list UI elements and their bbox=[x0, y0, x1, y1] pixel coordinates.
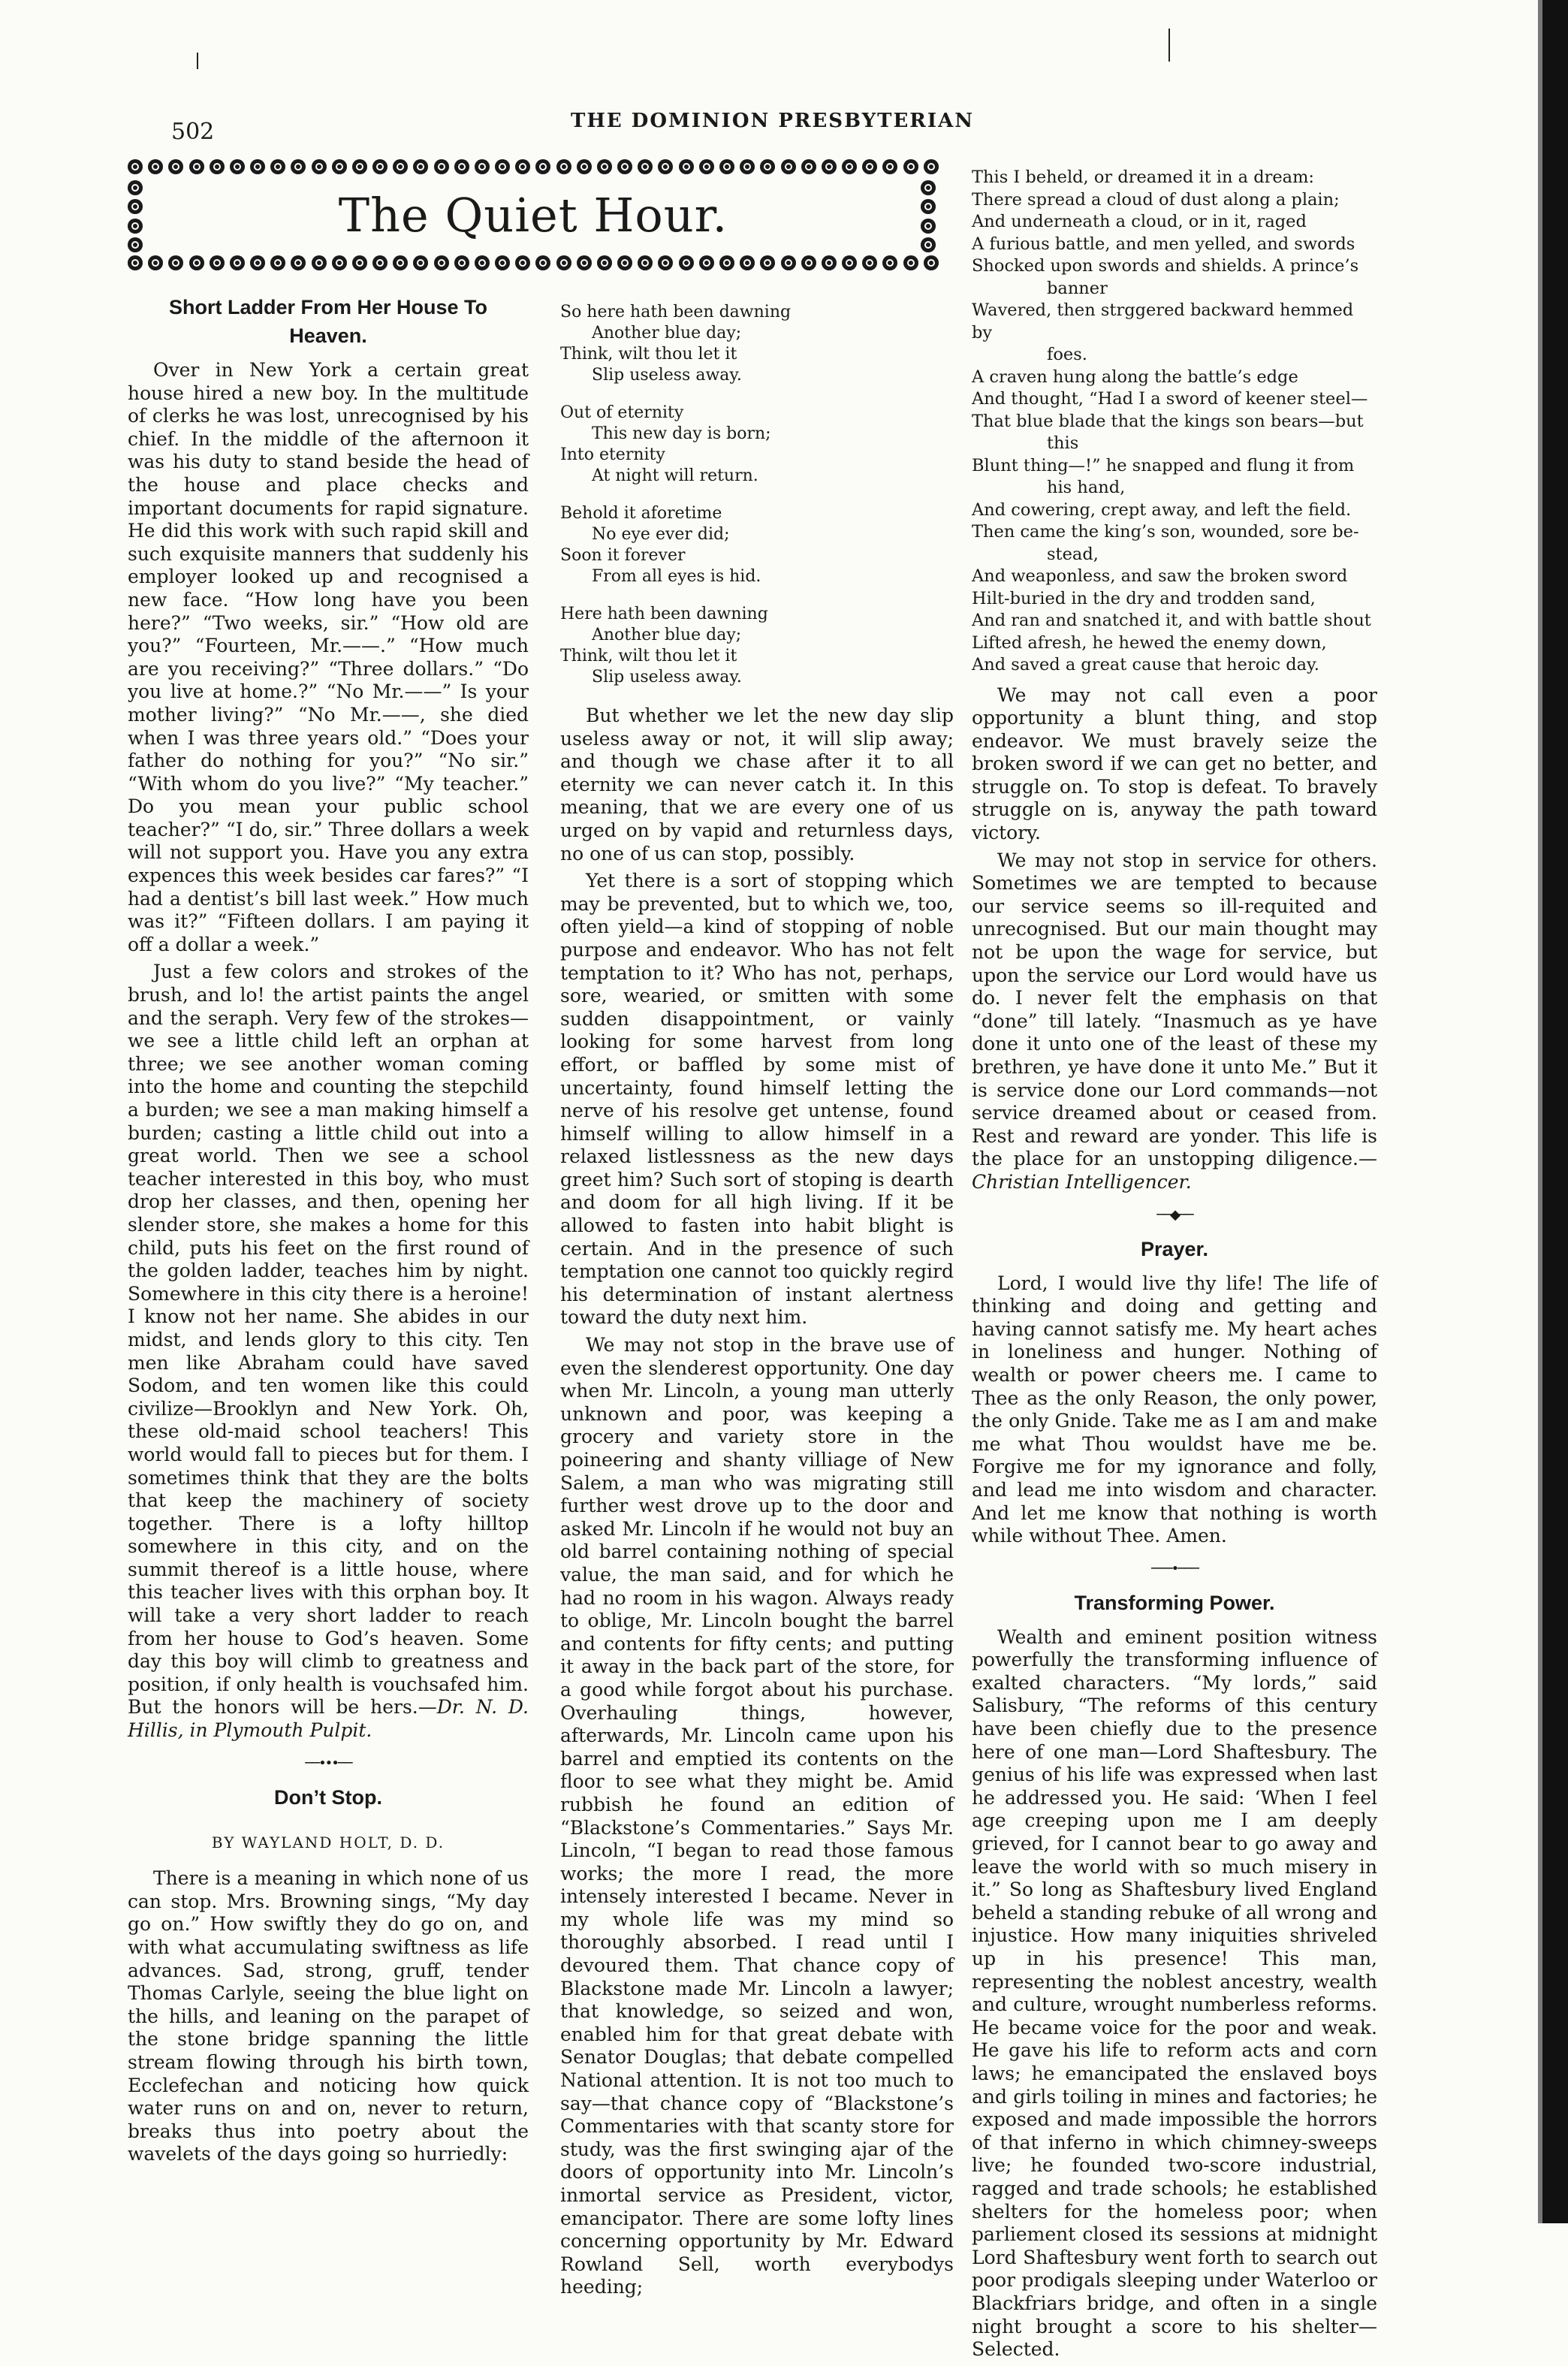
banner-title: The Quiet Hour. bbox=[338, 188, 728, 243]
border-ornament bbox=[352, 159, 367, 174]
border-ornament bbox=[250, 159, 265, 174]
border-ornament bbox=[230, 159, 245, 174]
border-ornament bbox=[148, 159, 163, 174]
border-ornament bbox=[189, 159, 204, 174]
paragraph: Yet there is a sort of stopping which may be prevented, but to which we, too, often yield—a kind of stopping of noble purpose and endeavor. Who has not felt temptation to it? Who has not, perhaps, sore, wearied, or smitten with some sudden disappointment, or vainly looking for some harvest from long effort, or baffled by some mist of uncertainty, found himself letting the nerve of his resolve get untense, found himself willing to allow himself in a relaxed listlessness as the new days greet him? Such sort of stoping is dearth and doom for all high living. If it be allowed to fasten into habit blight is certain. And in the presence of such temptation one cannot too quickly regird his determination of instant alertness toward the duty next him. bbox=[560, 870, 954, 1329]
border-ornament bbox=[250, 255, 265, 270]
border-ornament bbox=[535, 255, 550, 270]
column-1 bbox=[128, 290, 529, 2171]
poem-line: Slip useless away. bbox=[592, 668, 742, 687]
border-ornament bbox=[372, 255, 387, 270]
border-ornament bbox=[597, 159, 612, 174]
border-ornament bbox=[168, 255, 183, 270]
border-ornament bbox=[312, 159, 327, 174]
poem-line: Soon it forever bbox=[560, 546, 686, 565]
article-title: Short Ladder From Her House To Heaven. bbox=[168, 296, 488, 347]
border-ornament bbox=[210, 255, 225, 270]
border-ornament bbox=[822, 159, 837, 174]
border-ornament bbox=[454, 159, 469, 174]
poem-line: This I beheld, or dreamed it in a dream: bbox=[972, 167, 1315, 187]
border-ornament bbox=[781, 255, 796, 270]
poem-line: Wavered, then strggered backward hemmed by bbox=[972, 300, 1354, 343]
poem-line: Here hath been dawning bbox=[560, 605, 768, 623]
border-ornament bbox=[699, 255, 714, 270]
border-ornament bbox=[495, 159, 510, 174]
border-ornament bbox=[535, 159, 550, 174]
border-ornament bbox=[882, 159, 897, 174]
border-ornament bbox=[475, 255, 490, 270]
poem-line: Hilt-buried in the dry and trodden sand, bbox=[972, 588, 1316, 608]
poem bbox=[560, 302, 954, 688]
border-ornament bbox=[801, 255, 816, 270]
border-ornament bbox=[903, 255, 918, 270]
running-head: THE DOMINION PRESBYTERIAN bbox=[571, 110, 975, 132]
border-ornament bbox=[413, 255, 428, 270]
poem-line: foes. bbox=[1047, 345, 1087, 364]
border-ornament bbox=[617, 255, 632, 270]
poem bbox=[972, 167, 1377, 677]
poem-line: A furious battle, and men yelled, and swords bbox=[972, 234, 1355, 254]
border-ornament bbox=[617, 159, 632, 174]
poem-line: Into eternity bbox=[560, 445, 665, 464]
border-ornament bbox=[230, 255, 245, 270]
border-ornament bbox=[332, 255, 347, 270]
border-ornament bbox=[148, 255, 163, 270]
column-3 bbox=[972, 167, 1377, 2366]
border-ornament bbox=[577, 159, 592, 174]
poem-line: Out of eternity bbox=[560, 403, 684, 422]
border-ornament bbox=[679, 255, 694, 270]
border-ornament bbox=[699, 159, 714, 174]
column-2 bbox=[560, 302, 954, 2304]
paragraph: Wealth and eminent position witness powerfully the transforming influence of exalted characters. “My lords,” said Salisbury, “The reforms of this century have been chiefly due to the presence here of one man—Lord Shaftesbury. The genius of his life was expressed when last he addressed you. He said: ‘When I feel age creeping upon me I am deeply grieved, for I cannot bear to go away and leave the world with so much misery in it.” So long as Shaftesbury lived England beheld a standing rebuke of all wrong and injustice. How many iniquities shriveled up in his presence! This man, representing the noblest ancestry, wealth and culture, wrought numberless reforms. He became voice for the poor and weak. He gave his life to reform acts and corn laws; he emancipated the enslaved boys and girls toiling in mines and factories; he exposed and made impossible the horrors of that inferno in which chimney-sweeps live; he founded two-score industrial, ragged and trade schools; he established shelters for the homeless poor; when parliement closed its sessions at midnight Lord Shaftesbury went forth to search out poor prodigals sleeping under Waterloo or Blackfriars bridge, and often in a single night brought a score to his shelter—Selected. bbox=[972, 1625, 1377, 2361]
poem-line: And thought, “Had I a sword of keener steel— bbox=[972, 389, 1368, 409]
ornament-divider: ───•─── bbox=[1151, 1560, 1198, 1577]
border-ornament bbox=[924, 159, 939, 174]
border-ornament bbox=[210, 159, 225, 174]
border-ornament bbox=[270, 159, 285, 174]
border-ornament bbox=[434, 159, 449, 174]
poem-line: Another blue day; bbox=[592, 626, 742, 644]
border-ornament bbox=[556, 255, 571, 270]
poem-line: Think, wilt thou let it bbox=[560, 647, 737, 665]
poem-line: And underneath a cloud, or in it, raged bbox=[972, 212, 1307, 231]
border-ornament bbox=[189, 255, 204, 270]
border-ornament bbox=[393, 159, 408, 174]
border-ornament bbox=[434, 255, 449, 270]
poem-line: So here hath been dawning bbox=[560, 303, 792, 321]
border-ornament bbox=[638, 159, 653, 174]
poem-line: That blue blade that the kings son bears—but bbox=[972, 411, 1364, 431]
poem-line: And ran and snatched it, and with battle shout bbox=[972, 611, 1371, 630]
article-title: Don’t Stop. bbox=[274, 1785, 382, 1809]
border-ornament bbox=[760, 159, 775, 174]
poem-line: Another blue day; bbox=[592, 324, 742, 343]
border-ornament bbox=[740, 255, 755, 270]
border-ornament bbox=[658, 255, 673, 270]
article-title: Prayer. bbox=[1140, 1237, 1209, 1260]
border-ornament bbox=[270, 255, 285, 270]
poem-line: Blunt thing—!” he snapped and flung it from bbox=[972, 455, 1355, 475]
border-ornament bbox=[168, 159, 183, 174]
poem-line: And cowering, crept away, and left the field. bbox=[972, 499, 1352, 520]
article-title: Transforming Power. bbox=[1074, 1591, 1275, 1614]
border-ornament bbox=[862, 159, 877, 174]
border-ornament bbox=[556, 159, 571, 174]
border-ornament bbox=[903, 159, 918, 174]
poem-line: And weaponless, and saw the broken sword bbox=[972, 566, 1348, 586]
border-ornament bbox=[862, 255, 877, 270]
paragraph: We may not stop in the brave use of even the slenderest opportunity. One day when Mr. Lincoln, a young man utterly unknown and poor, was keeping a grocery and variety store in the poineering and shanty villiage of New Salem, a man who was migrating still further west drove up to the door and asked Mr. Lincoln if he would not buy an old barrel containing nothing of special value, the man said, and for which he had no room in his wagon. Always ready to oblige, Mr. Lincoln bought the barrel and contents for fifty cents; and putting it away in the back part of the store, for a good while forgot about his purchase. Overhauling things, however, afterwards, Mr. Lincoln came upon his barrel and emptied its contents on the floor to see what they might be. Amid rubbish he found an edition of “Blackstone’s Commentaries.” Says Mr. Lincoln, “I began to read those famous works; the more I read, the more intensely interested I became. Never in my whole life was my mind so thoroughly absorbed. I read until I devoured them. That chance copy of Blackstone made Mr. Lincoln a lawyer; that knowledge, so seized and won, enabled him for that great debate with Senator Douglas; that debate compelled National attention. It is not too much to say—that chance copy of “Blackstone’s Commentaries with that scanty store for study, was the first swinging ajar of the doors of opportunity into Mr. Lincoln’s inmortal service as President, victor, emancipator. There are some lofty lines concerning opportunity by Mr. Edward Rowland Sell, worth everybodys heeding; bbox=[560, 1334, 954, 2298]
border-ornament bbox=[638, 255, 653, 270]
border-ornament bbox=[719, 159, 734, 174]
poem-stanza bbox=[560, 503, 954, 587]
border-ornament bbox=[842, 159, 857, 174]
border-ornament bbox=[128, 255, 143, 270]
border-ornament bbox=[495, 255, 510, 270]
border-ornament bbox=[413, 159, 428, 174]
poem-stanza bbox=[560, 604, 954, 688]
border-ornament bbox=[719, 255, 734, 270]
paragraph: There is a meaning in which none of us can stop. Mrs. Browning sings, “My day go on.” How swiftly they do go on, and with what accumulating swiftness as life advances. Sad, strong, gruff, tender Thomas Carlyle, seeing the blue light on the hills, and leaning on the parapet of the stone bridge spanning the little stream flowing through his birth town, Ecclefechan and noticing how quick water runs on and on, never to return, breaks thus into poetry about the wavelets of the days going so hurriedly: bbox=[128, 1867, 529, 2165]
border-ornament bbox=[372, 159, 387, 174]
poem-line: A craven hung along the battle’s edge bbox=[972, 367, 1298, 387]
attribution: —Dr. N. D. Hillis, in Plymouth Pulpit. bbox=[128, 1696, 529, 1742]
border-ornament bbox=[760, 255, 775, 270]
border-ornament bbox=[291, 159, 306, 174]
poem-line: stead, bbox=[1047, 544, 1099, 564]
poem-line: this bbox=[1047, 433, 1079, 453]
poem-line: This new day is born; bbox=[592, 424, 771, 443]
poem-line: And saved a great cause that heroic day. bbox=[972, 655, 1319, 674]
poem-line: At night will return. bbox=[592, 466, 758, 485]
page-number: 502 bbox=[171, 119, 215, 145]
poem-line: Then came the king’s son, wounded, sore be- bbox=[972, 522, 1359, 542]
border-ornament bbox=[352, 255, 367, 270]
paragraph: We may not call even a poor opportunity a blunt thing, and stop endeavor. We must bravely seize the broken sword if we can get no better, and struggle on. To stop is defeat. To bravely struggle on is, anyway the path toward victory. bbox=[972, 684, 1377, 844]
poem-line: his hand, bbox=[1047, 478, 1126, 497]
poem-line: There spread a cloud of dust along a plain; bbox=[972, 189, 1340, 210]
border-ornament bbox=[312, 255, 327, 270]
border-ornament bbox=[515, 255, 530, 270]
border-ornament bbox=[291, 255, 306, 270]
border-ornament bbox=[658, 159, 673, 174]
banner-border-bottom bbox=[128, 255, 939, 273]
border-ornament bbox=[475, 159, 490, 174]
poem-line: From all eyes is hid. bbox=[592, 567, 761, 586]
border-ornament bbox=[332, 159, 347, 174]
poem-line: banner bbox=[1047, 278, 1108, 298]
border-ornament bbox=[577, 255, 592, 270]
poem-stanza bbox=[560, 403, 954, 487]
border-ornament bbox=[781, 159, 796, 174]
border-ornament bbox=[882, 255, 897, 270]
paragraph: Lord, I would live thy life! The life of thinking and doing and getting and having cannot satisfy me. My heart aches in loneliness and hunger. Nothing of wealth or power cheers me. I came to Thee as the only Reason, the only power, the only Gnide. Take me as I am and make me what Thou wouldst have me be. Forgive me for my ignorance and folly, and lead me into wisdom and character. And let me know that nothing is worth while without Thee. Amen. bbox=[972, 1272, 1377, 1547]
paragraph: Over in New York a certain great house hired a new boy. In the multitude of clerks he was lost, unrecognised by his chief. In the middle of the afternoon it was his duty to stand beside the head of the house and place checks and important documents for rapid signature. He did this work with such rapid skill and such exquisite manners that suddenly his employer looked up and recognised a new face. “How long have you been here?” “Two weeks, sir.” “How old are you?” “Fourteen, Mr.——.” “How much are you receiving?” “Three dollars.” “Do you live at home.?” “No Mr.——” Is your mother living?” “No Mr.——, she died when I was three years old.” “Does your father do nothing for you?” “No sir.” “With whom do you live?” “My teacher.” Do you mean your public school teacher?” “I do, sir.” Three dollars a week will not support you. Have you any extra expences this week besides car fares?” “I had a dentist’s bill last week.” How much was it?” “Fifteen dollars. I am paying it off a dollar a week.” bbox=[128, 359, 529, 955]
paragraph: But whether we let the new day slip useless away or not, it will slip away; and though we chase after it to all eternity we can never catch it. In this meaning, that we are every one of us urged on by vapid and returnless days, no one of us can stop, possibly. bbox=[560, 705, 954, 865]
byline: BY WAYLAND HOLT, D. D. bbox=[211, 1833, 445, 1851]
border-ornament bbox=[822, 255, 837, 270]
poem-line: Lifted afresh, he hewed the enemy down, bbox=[972, 632, 1327, 653]
poem-line: Behold it aforetime bbox=[560, 504, 722, 523]
poem-line: No eye ever did; bbox=[592, 525, 730, 544]
border-ornament bbox=[515, 159, 530, 174]
ornament-divider: ──◆── bbox=[1156, 1206, 1193, 1223]
border-ornament bbox=[454, 255, 469, 270]
border-ornament bbox=[393, 255, 408, 270]
border-ornament bbox=[679, 159, 694, 174]
paragraph: We may not stop in service for others. Sometimes we are tempted to because our service seems so ill-requited and unrecognised. But our main thought may not be upon the wage for service, but upon the service our Lord would have us do. I never felt the emphasis on that “done” till lately. “Inasmuch as ye have done it unto one of the least of these my brethren, ye have done it unto Me.” But it is service done our Lord commands—not service dreamed about or ceased from. Rest and reward are yonder. This life is the place for an unstopping diligence.—Christian Intelligencer. bbox=[972, 849, 1377, 1193]
scan-mark bbox=[197, 53, 198, 69]
scan-mark bbox=[1168, 29, 1170, 62]
ornament-divider: ──•••── bbox=[305, 1755, 351, 1771]
border-ornament bbox=[740, 159, 755, 174]
border-ornament bbox=[801, 159, 816, 174]
border-ornament bbox=[842, 255, 857, 270]
banner-border-top bbox=[128, 159, 939, 177]
page-edge bbox=[1542, 0, 1568, 2223]
attribution: —Christian Intelligencer. bbox=[972, 1148, 1377, 1193]
border-ornament bbox=[924, 255, 939, 270]
poem-line: Shocked upon swords and shields. A prince’s bbox=[972, 256, 1359, 276]
poem-line: Think, wilt thou let it bbox=[560, 345, 737, 364]
paragraph: Just a few colors and strokes of the brush, and lo! the artist paints the angel and the seraph. Very few of the strokes— we see a little child left an orphan at three; we see another woman coming into the home and counting the stepchild a burden; we see a man making himself a burden; casting a little child out into a great world. Then we see a school teacher interested in this boy, who must drop her classes, and then, opening her slender store, she makes a home for this child, puts his feet on the first round of the golden ladder, teaches him by night. Somewhere in this city there is a heroine! I know not her name. She abides in our midst, and lends glory to this city. Ten men like Abraham could have saved Sodom, and ten women like this could civilize—Brooklyn and New York. Oh, these old-maid school teachers! This world would fall to pieces but for them. I sometimes think that they are the bolts that keep the machinery of society together. There is a lofty hilltop somewhere in this city, and on the summit thereof is a little house, where this teacher lives with this orphan boy. It will take a very short ladder to reach from her house to God’s heaven. Some day this boy will climb to greatness and position, if only health is vouchsafed him. But the honors will be hers.—Dr. N. D. Hillis, in Plymouth Pulpit. bbox=[128, 961, 529, 1742]
poem-stanza bbox=[560, 302, 954, 386]
border-ornament bbox=[597, 255, 612, 270]
section-banner bbox=[128, 159, 939, 273]
border-ornament bbox=[128, 159, 143, 174]
poem-line: Slip useless away. bbox=[592, 366, 742, 385]
